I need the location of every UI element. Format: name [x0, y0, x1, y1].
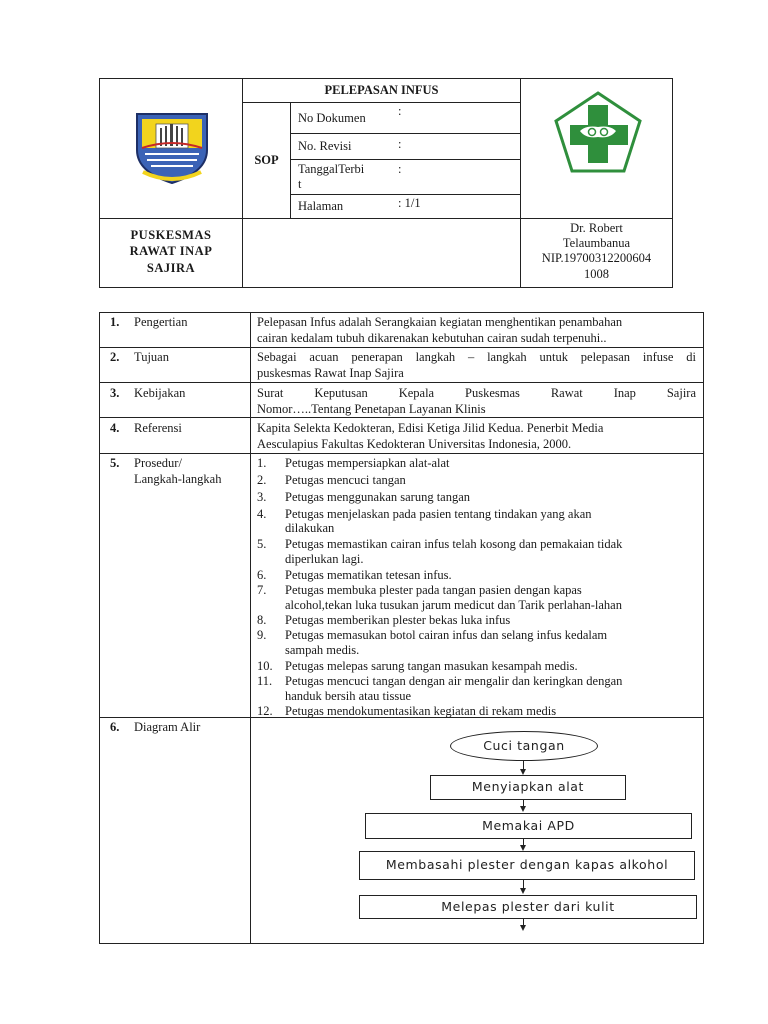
- step-number: 1.: [257, 456, 267, 470]
- field-halaman-label: Halaman: [298, 199, 344, 213]
- row-label-kebijakan: Kebijakan: [134, 386, 186, 400]
- field-no-revisi-label: No. Revisi: [298, 139, 352, 153]
- tujuan-text-line2: puskesmas Rawat Inap Sajira: [257, 366, 404, 380]
- row-label-referensi: Referensi: [134, 421, 182, 435]
- step-text-continued: diperlukan lagi.: [285, 552, 364, 566]
- flow-node-memakai-apd: Memakai APD: [365, 813, 692, 839]
- referensi-text-line2: Aesculapius Fakultas Kedokteran Universitas Indonesia, 2000.: [257, 437, 572, 451]
- signatory-line4: 1008: [584, 267, 609, 281]
- step-number: 6.: [257, 568, 267, 582]
- sop-title: PELEPASAN INFUS: [324, 83, 439, 97]
- step-text: Petugas mempersiapkan alat-alat: [285, 456, 450, 470]
- step-text-continued: alcohol,tekan luka tusukan jarum medicut dan Tarik perlahan-lahan: [285, 598, 622, 612]
- kebijakan-text-line2: Nomor…..Tentang Penetapan Layanan Klinis: [257, 402, 486, 416]
- field-tanggal-label-2: t: [298, 177, 302, 191]
- step-number: 5.: [257, 537, 267, 551]
- field-tanggal-value: :: [398, 162, 402, 176]
- org-name-line2: RAWAT INAP: [129, 244, 213, 258]
- step-number: 4.: [257, 507, 267, 521]
- flow-node-melepas-plester: Melepas plester dari kulit: [359, 895, 697, 919]
- row-number: 1.: [110, 315, 120, 329]
- flow-node-menyiapkan-alat: Menyiapkan alat: [430, 775, 626, 800]
- field-no-revisi-value: :: [398, 137, 402, 151]
- flow-arrow-icon: [520, 925, 526, 931]
- step-text: Petugas mematikan tetesan infus.: [285, 568, 452, 582]
- flow-connector: [523, 760, 524, 769]
- field-no-dokumen-value: :: [398, 104, 402, 118]
- sop-label: SOP: [254, 153, 279, 167]
- org-name-line1: PUSKESMAS: [130, 228, 212, 242]
- step-number: 8.: [257, 613, 267, 627]
- signatory-line3: NIP.19700312200604: [541, 251, 652, 265]
- step-text: Petugas mendokumentasikan kegiatan di rekam medis: [285, 704, 557, 718]
- step-number: 9.: [257, 628, 267, 642]
- step-number: 2.: [257, 473, 267, 487]
- step-number: 3.: [257, 490, 267, 504]
- row-number: 2.: [110, 350, 120, 364]
- signatory-line2: Telaumbanua: [562, 236, 631, 250]
- row-label-prosedur-line1: Prosedur/: [134, 456, 182, 470]
- step-text-continued: sampah medis.: [285, 643, 360, 657]
- row-label-prosedur-line2: Langkah-langkah: [134, 472, 222, 486]
- row-number: 4.: [110, 421, 120, 435]
- row-label-pengertian: Pengertian: [134, 315, 188, 329]
- org-name-line3: SAJIRA: [146, 261, 196, 275]
- step-number: 12.: [257, 704, 273, 718]
- kebijakan-text-line1: Surat Keputusan Kepala Puskesmas Rawat Inap Sajira: [257, 386, 696, 400]
- row-label-diagram: Diagram Alir: [134, 720, 201, 734]
- field-halaman-value: : 1/1: [398, 196, 421, 210]
- step-text: Petugas memastikan cairan infus telah kosong dan pemakaian tidak: [285, 537, 623, 551]
- row-number: 3.: [110, 386, 120, 400]
- flow-node-cuci-tangan: Cuci tangan: [450, 731, 598, 761]
- puskesmas-logo-icon: [554, 91, 642, 175]
- flow-arrow-icon: [520, 806, 526, 812]
- flow-node-membasahi-plester: Membasahi plester dengan kapas alkohol: [359, 851, 695, 880]
- step-text: Petugas menggunakan sarung tangan: [285, 490, 471, 504]
- step-text: Petugas memberikan plester bekas luka infus: [285, 613, 511, 627]
- pengertian-text-line2: cairan kedalam tubuh dikarenakan kebutuhan cairan sudah terpenuhi..: [257, 331, 607, 345]
- step-text-continued: dilakukan: [285, 521, 335, 535]
- step-text: Petugas mencuci tangan: [285, 473, 406, 487]
- regency-emblem-icon: [133, 110, 211, 186]
- step-text: Petugas menjelaskan pada pasien tentang tindakan yang akan: [285, 507, 592, 521]
- step-text: Petugas melepas sarung tangan masukan kesampah medis.: [285, 659, 578, 673]
- step-number: 11.: [257, 674, 273, 688]
- step-text: Petugas memasukan botol cairan infus dan selang infus kedalam: [285, 628, 608, 642]
- flow-arrow-icon: [520, 888, 526, 894]
- field-tanggal-label-1: TanggalTerbi: [298, 162, 365, 176]
- step-text: Petugas mencuci tangan dengan air mengalir dan keringkan dengan: [285, 674, 623, 688]
- referensi-text-line1: Kapita Selekta Kedokteran, Edisi Ketiga Jilid Kedua. Penerbit Media: [257, 421, 604, 435]
- row-number: 6.: [110, 720, 120, 734]
- tujuan-text-line1: Sebagai acuan penerapan langkah – langkah untuk pelepasan infuse di: [257, 350, 696, 364]
- pengertian-text-line1: Pelepasan Infus adalah Serangkaian kegiatan menghentikan penambahan: [257, 315, 623, 329]
- step-number: 7.: [257, 583, 267, 597]
- row-label-tujuan: Tujuan: [134, 350, 169, 364]
- field-no-dokumen-label: No Dokumen: [298, 111, 366, 125]
- step-text-continued: handuk bersih atau tissue: [285, 689, 412, 703]
- step-text: Petugas membuka plester pada tangan pasien dengan kapas: [285, 583, 582, 597]
- row-number: 5.: [110, 456, 120, 470]
- step-number: 10.: [257, 659, 273, 673]
- signatory-line1: Dr. Robert: [570, 221, 623, 235]
